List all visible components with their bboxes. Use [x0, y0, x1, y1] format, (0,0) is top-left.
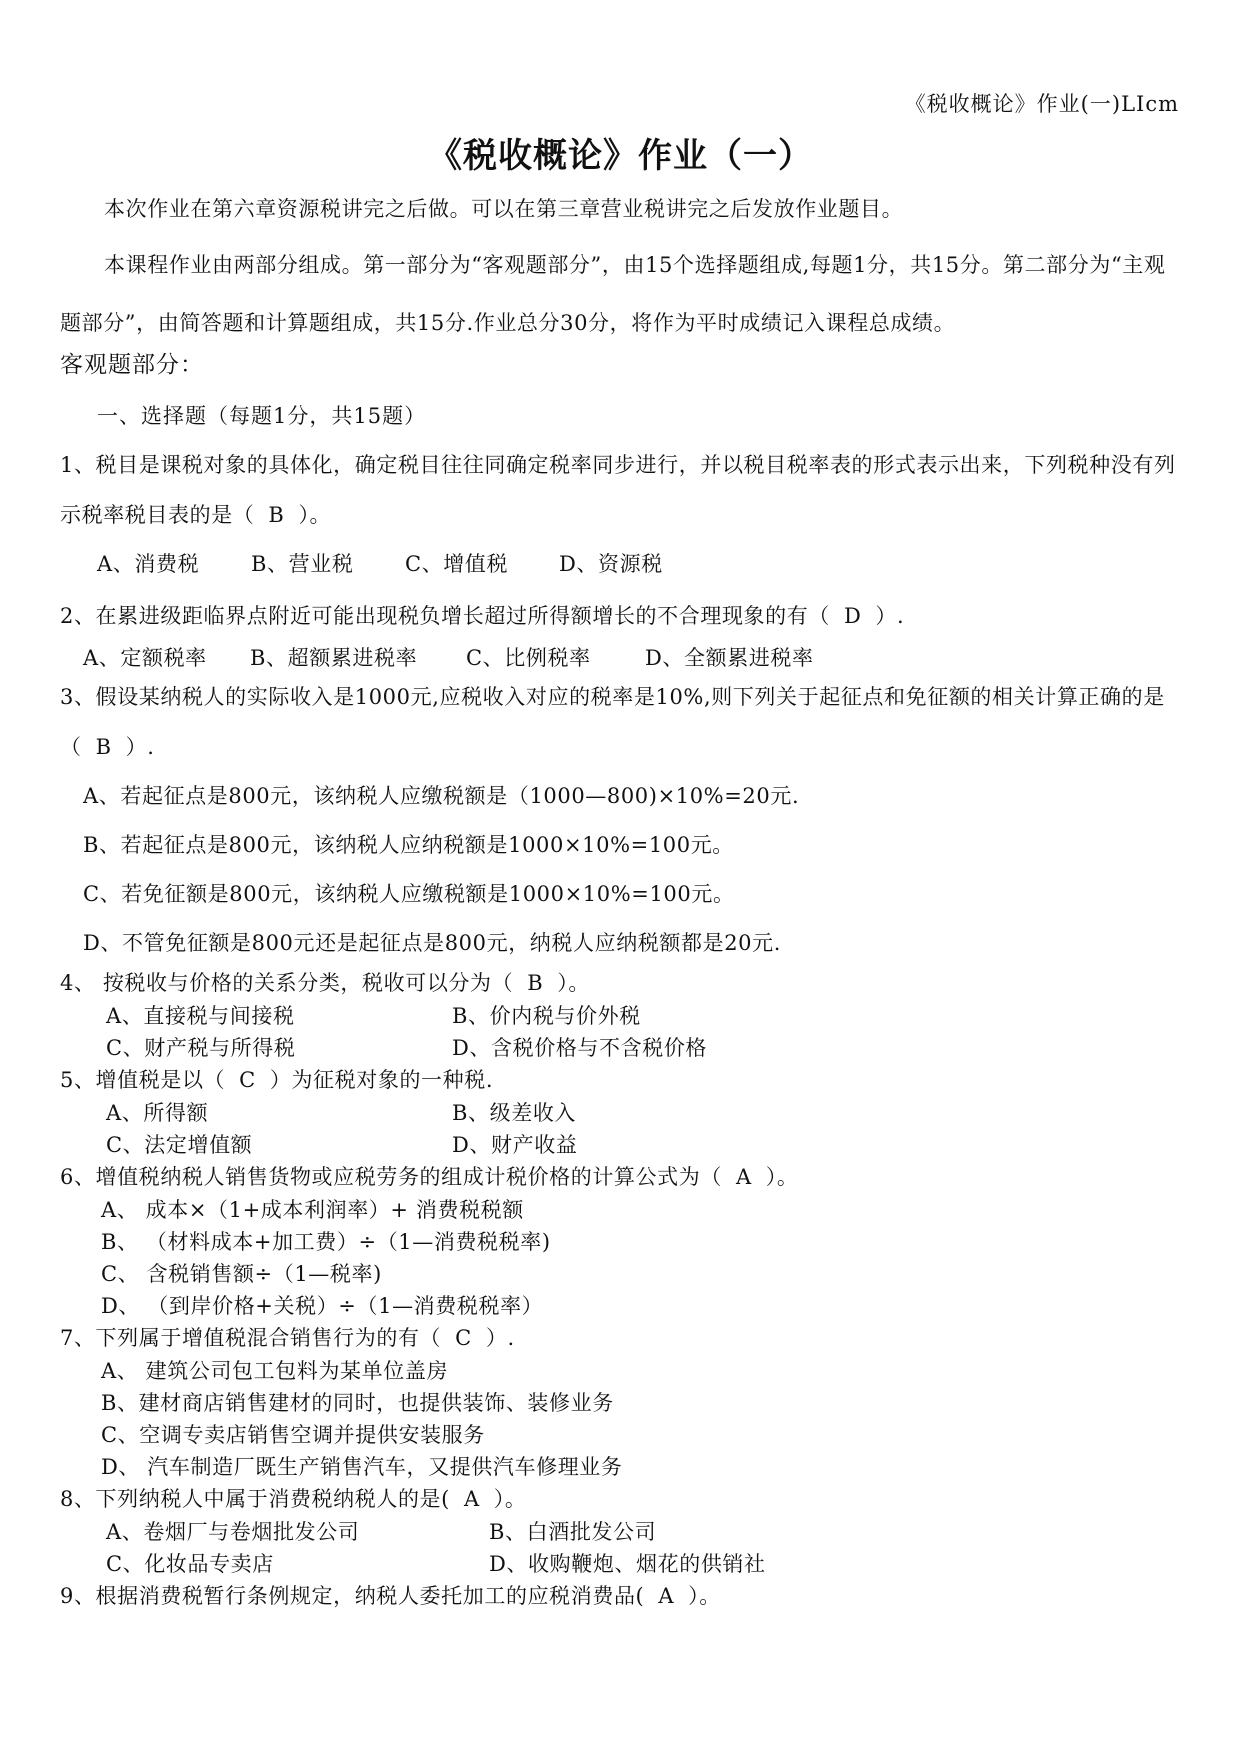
running-header: 《税收概论》作业(一)LIcm — [904, 92, 1179, 116]
question-5-answer: C — [239, 1068, 256, 1092]
q8-option-a: A、卷烟厂与卷烟批发公司 — [106, 1520, 360, 1544]
question-7-answer: C — [455, 1326, 472, 1350]
q5-option-a: A、所得额 — [106, 1101, 209, 1125]
q6-option-b: B、 （材料成本+加工费）÷（1—消费税税率) — [101, 1230, 551, 1254]
question-8-answer: A — [463, 1487, 480, 1511]
q1-option-a: A、消费税 — [97, 552, 200, 576]
question-1-answer: B — [268, 503, 285, 527]
question-4 — [60, 967, 590, 997]
q3-option-d: D、不管免征额是800元还是起征点是800元，纳税人应纳税额都是20元. — [83, 931, 781, 955]
q4-option-b: B、价内税与价外税 — [452, 1004, 641, 1028]
q7-option-c: C、空调专卖店销售空调并提供安装服务 — [101, 1423, 485, 1447]
q4-option-a: A、直接税与间接税 — [106, 1004, 295, 1028]
q6-option-d: D、 （到岸价格+关税）÷（1—消费税税率） — [101, 1294, 544, 1318]
question-2-text-end: ）. — [875, 604, 905, 628]
q1-option-b: B、营业税 — [251, 552, 354, 576]
question-4-text: 4、 按税收与价格的关系分类，税收可以分为（ — [60, 971, 514, 995]
q5-option-c: C、法定增值额 — [106, 1133, 253, 1157]
question-8-text-end: ）。 — [493, 1487, 527, 1511]
q3-option-c: C、若免征额是800元，该纳税人应缴税额是1000×10%=100元。 — [83, 882, 735, 906]
question-2 — [60, 600, 904, 630]
q2-option-c: C、比例税率 — [466, 646, 591, 670]
question-7 — [60, 1322, 515, 1352]
section-heading: 客观题部分： — [60, 352, 204, 378]
q2-option-b: B、超额累进税率 — [250, 646, 418, 670]
question-2-text: 2、在累进级距临界点附近可能出现税负增长超过所得额增长的不合理现象的有（ — [60, 604, 830, 628]
q6-option-a: A、 成本×（1+成本利润率）+ 消费税税额 — [101, 1198, 524, 1222]
q8-option-b: B、白酒批发公司 — [489, 1520, 657, 1544]
question-7-text-end: ）. — [485, 1326, 515, 1350]
q4-option-d: D、含税价格与不含税价格 — [452, 1036, 708, 1060]
q8-option-d: D、收购鞭炮、烟花的供销社 — [489, 1552, 766, 1576]
question-9 — [60, 1580, 721, 1610]
q1-option-c: C、增值税 — [405, 552, 509, 576]
q6-option-c: C、 含税销售额÷（1—税率) — [101, 1262, 382, 1286]
question-3-answer: B — [95, 735, 112, 759]
question-9-answer: A — [658, 1584, 675, 1608]
question-4-answer: B — [527, 971, 544, 995]
question-5-text-end: ）为征税对象的一种税. — [269, 1068, 494, 1092]
q3-option-b: B、若起征点是800元，该纳税人应纳税额是1000×10%=100元。 — [83, 833, 734, 857]
question-8-text: 8、下列纳税人中属于消费税纳税人的是( — [60, 1487, 450, 1511]
q3-option-a: A、若起征点是800元，该纳税人应缴税额是（1000—800)×10%=20元. — [83, 784, 800, 808]
question-6-answer: A — [735, 1165, 752, 1189]
question-5-text: 5、增值税是以（ — [60, 1068, 226, 1092]
question-3-text: 3、假设某纳税人的实际收入是1000元,应税收入对应的税率是10%,则下列关于起征点和免征额的相关计算正确的是（ — [60, 685, 1165, 759]
question-1-text: 1、税目是课税对象的具体化，确定税目往往同确定税率同步进行，并以税目税率表的形式表示出来，下列税种没有列示税率税目表的是（ — [60, 453, 1176, 527]
intro-paragraph-2: 本课程作业由两部分组成。第一部分为“客观题部分”，由15个选择题组成,每题1分，共15分。第二部分为“主观题部分”，由简答题和计算题组成，共15分.作业总分30分，将作为平时成绩记入课程总成绩。 — [60, 253, 1166, 335]
question-2-answer: D — [843, 604, 862, 628]
intro-paragraph-1: 本次作业在第六章资源税讲完之后做。可以在第三章营业税讲完之后发放作业题目。 — [104, 197, 904, 221]
question-3 — [60, 672, 1180, 772]
q7-option-d: D、 汽车制造厂既生产销售汽车，又提供汽车修理业务 — [101, 1455, 623, 1479]
question-4-text-end: ）。 — [557, 971, 590, 995]
q2-option-a: A、定额税率 — [83, 646, 207, 670]
question-8 — [60, 1483, 526, 1513]
question-6-text: 6、增值税纳税人销售货物或应税劳务的组成计税价格的计算公式为（ — [60, 1165, 722, 1189]
q2-option-d: D、全额累进税率 — [645, 646, 814, 670]
question-7-text: 7、下列属于增值税混合销售行为的有（ — [60, 1326, 442, 1350]
question-9-text: 9、根据消费税暂行条例规定，纳税人委托加工的应税消费品( — [60, 1584, 645, 1608]
q5-option-b: B、级差收入 — [452, 1101, 577, 1125]
question-1-text-end: ）。 — [298, 503, 332, 527]
question-6-text-end: ）。 — [765, 1165, 799, 1189]
q7-option-a: A、 建筑公司包工包料为某单位盖房 — [101, 1359, 449, 1383]
q5-option-d: D、财产收益 — [452, 1133, 578, 1157]
q4-option-c: C、财产税与所得税 — [106, 1036, 296, 1060]
question-5 — [60, 1064, 493, 1094]
section-subheading: 一、选择题（每题1分，共15题） — [97, 404, 427, 428]
question-3-text-end: ）. — [125, 735, 155, 759]
question-6 — [60, 1161, 798, 1191]
q1-option-d: D、资源税 — [559, 552, 663, 576]
question-9-text-end: ）。 — [688, 1584, 721, 1608]
question-1 — [60, 440, 1180, 540]
q7-option-b: B、建材商店销售建材的同时，也提供装饰、装修业务 — [101, 1391, 614, 1415]
q8-option-c: C、化妆品专卖店 — [106, 1552, 274, 1576]
page-title: 《税收概论》作业（一） — [428, 136, 813, 176]
